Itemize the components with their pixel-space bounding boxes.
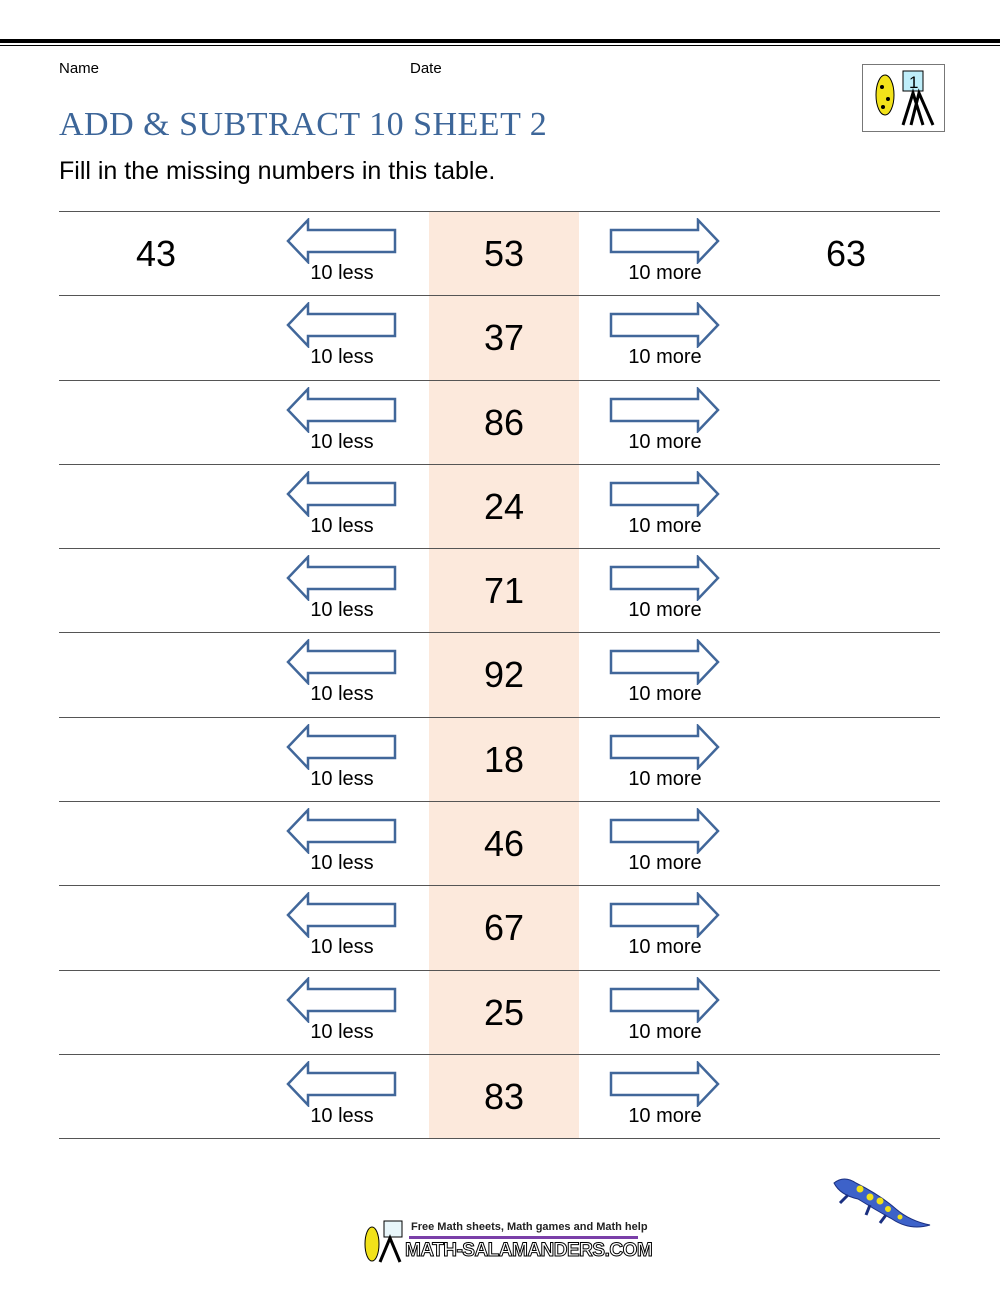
ten-less-label: 10 less [310, 683, 374, 706]
ten-more-label: 10 more [628, 1020, 702, 1043]
right-arrow-icon [609, 555, 721, 601]
ten-less-label: 10 less [310, 430, 374, 453]
table-row [59, 802, 940, 886]
table-row [59, 465, 940, 549]
center-number: 86 [483, 401, 525, 443]
more-answer-blank[interactable] [752, 1055, 940, 1138]
right-arrow-icon [609, 892, 721, 938]
less-answer-blank[interactable] [59, 549, 253, 632]
date-label: Date [410, 60, 442, 77]
left-arrow-icon [286, 639, 398, 685]
center-number: 46 [483, 823, 525, 865]
more-answer-blank[interactable] [752, 971, 940, 1054]
ten-less-label: 10 less [310, 599, 374, 622]
center-number: 92 [483, 654, 525, 696]
right-arrow-icon [609, 808, 721, 854]
footer-salamander-icon [358, 1218, 406, 1264]
left-arrow-icon [286, 471, 398, 517]
table-row [59, 212, 940, 296]
ten-less-label: 10 less [310, 936, 374, 959]
footer-divider [409, 1236, 638, 1239]
name-label: Name [59, 60, 100, 77]
center-number: 71 [483, 570, 525, 612]
more-value: 63 [825, 233, 867, 274]
table-row [59, 971, 940, 1055]
table-row [59, 886, 940, 970]
right-arrow-icon [609, 471, 721, 517]
number-table [59, 211, 940, 1139]
more-answer-blank[interactable] [752, 296, 940, 379]
table-row [59, 296, 940, 380]
right-arrow-icon [609, 1061, 721, 1107]
table-row [59, 1055, 940, 1139]
more-answer-blank[interactable] [752, 549, 940, 632]
ten-less-label: 10 less [310, 346, 374, 369]
less-answer-blank[interactable] [59, 971, 253, 1054]
right-arrow-icon [609, 218, 721, 264]
left-arrow-icon [286, 724, 398, 770]
left-arrow-icon [286, 977, 398, 1023]
footer-tagline: Free Math sheets, Math games and Math help [411, 1221, 648, 1233]
table-row [59, 718, 940, 802]
right-arrow-icon [609, 977, 721, 1023]
ten-less-label: 10 less [310, 262, 374, 284]
more-answer-blank[interactable] [752, 633, 940, 716]
grade-logo [862, 64, 945, 132]
center-number: 24 [483, 485, 525, 527]
center-number: 67 [483, 907, 525, 949]
table-row [59, 381, 940, 465]
table-row [59, 549, 940, 633]
ten-more-label: 10 more [628, 1104, 702, 1127]
ten-less-label: 10 less [310, 852, 374, 875]
less-answer-blank[interactable] [59, 1055, 253, 1138]
right-arrow-icon [609, 302, 721, 348]
footer-brand-logo: MATH-SALAMANDERS.COM [405, 1240, 653, 1261]
more-answer-blank[interactable] [752, 886, 940, 969]
right-arrow-icon [609, 724, 721, 770]
more-answer-blank[interactable] [752, 381, 940, 464]
svg-text:1: 1 [909, 73, 919, 92]
ten-more-label: 10 more [628, 936, 702, 959]
ten-more-label: 10 more [628, 599, 702, 622]
less-value: 43 [135, 233, 177, 274]
less-answer-blank[interactable] [59, 802, 253, 885]
left-arrow-icon [286, 808, 398, 854]
ten-more-label: 10 more [628, 767, 702, 790]
ten-less-label: 10 less [310, 767, 374, 790]
less-answer-blank[interactable] [59, 465, 253, 548]
salamander-icon [830, 1175, 934, 1237]
ten-more-label: 10 more [628, 346, 702, 369]
more-answer-blank[interactable] [752, 465, 940, 548]
center-number: 18 [483, 738, 525, 780]
less-answer-blank[interactable] [59, 381, 253, 464]
instructions: Fill in the missing numbers in this table. [59, 157, 496, 185]
top-rule [0, 39, 1000, 43]
center-number: 37 [483, 317, 525, 359]
ten-more-label: 10 more [628, 852, 702, 875]
ten-more-label: 10 more [628, 430, 702, 453]
more-answer-blank[interactable] [752, 718, 940, 801]
left-arrow-icon [286, 892, 398, 938]
center-number: 25 [483, 991, 525, 1033]
ten-more-label: 10 more [628, 262, 702, 284]
more-answer-blank[interactable] [752, 802, 940, 885]
top-rule-thin [0, 45, 1000, 46]
table-row [59, 633, 940, 717]
left-arrow-icon [286, 218, 398, 264]
center-number: 83 [483, 1075, 525, 1117]
right-arrow-icon [609, 387, 721, 433]
ten-less-label: 10 less [310, 514, 374, 537]
less-answer-blank[interactable] [59, 296, 253, 379]
left-arrow-icon [286, 1061, 398, 1107]
right-arrow-icon [609, 639, 721, 685]
ten-less-label: 10 less [310, 1020, 374, 1043]
ten-less-label: 10 less [310, 1104, 374, 1127]
left-arrow-icon [286, 302, 398, 348]
page-title: ADD & SUBTRACT 10 SHEET 2 [59, 106, 548, 143]
ten-more-label: 10 more [628, 514, 702, 537]
center-number: 53 [483, 233, 525, 274]
less-answer-blank[interactable] [59, 718, 253, 801]
less-answer-blank[interactable] [59, 633, 253, 716]
less-answer-blank[interactable] [59, 886, 253, 969]
left-arrow-icon [286, 387, 398, 433]
ten-more-label: 10 more [628, 683, 702, 706]
left-arrow-icon [286, 555, 398, 601]
